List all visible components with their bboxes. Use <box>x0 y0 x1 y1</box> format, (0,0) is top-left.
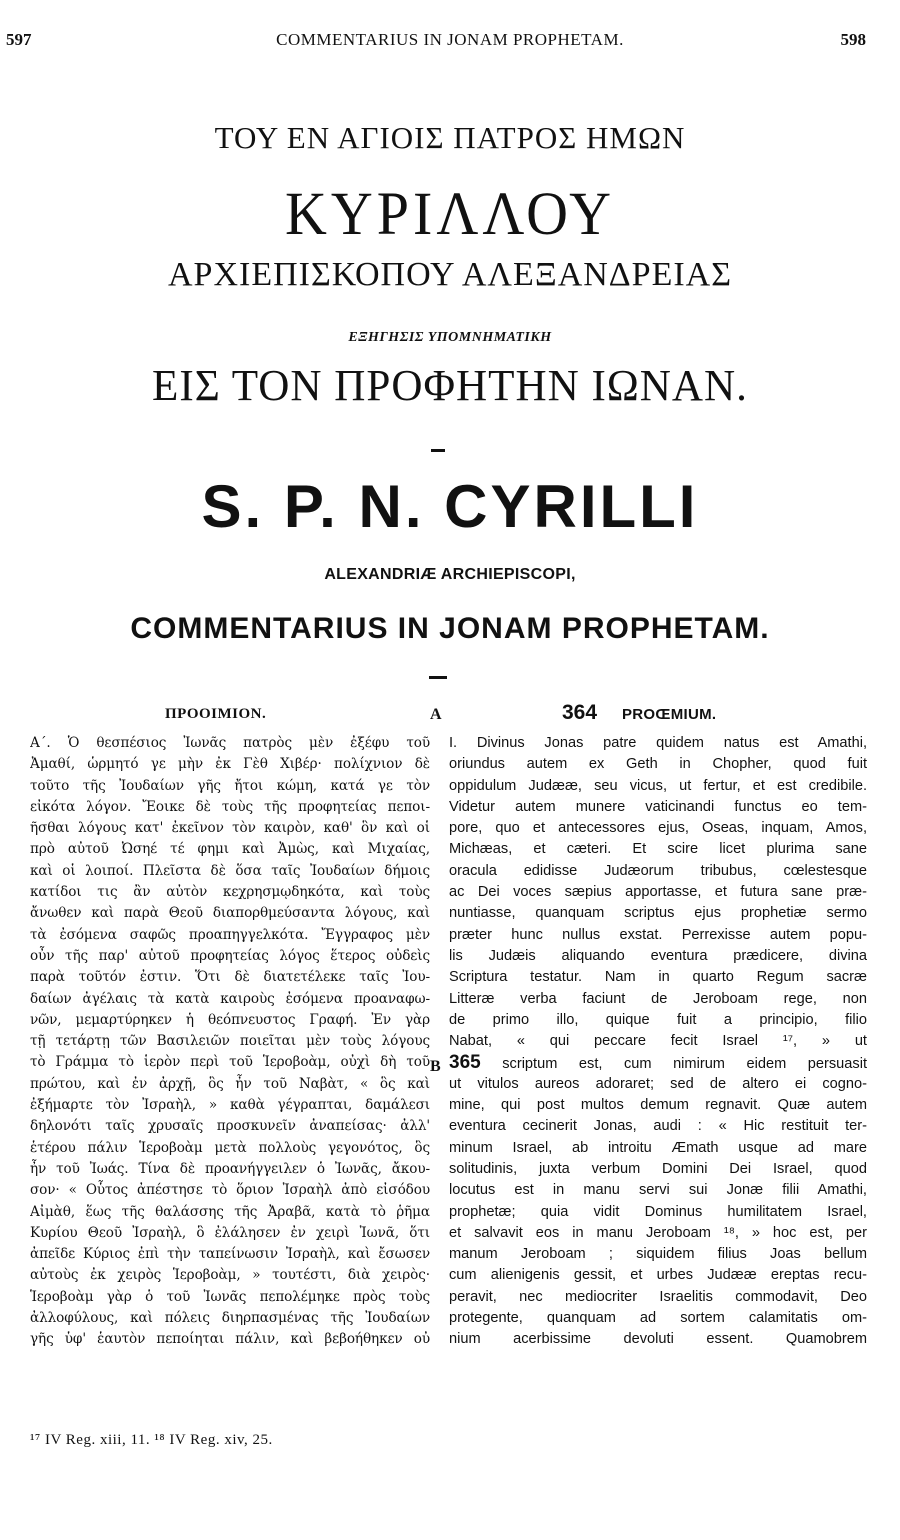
latin-text-column <box>449 733 867 1351</box>
footnotes: ¹⁷ IV Reg. xiii, 11. ¹⁸ IV Reg. xiv, 25. <box>30 1432 273 1448</box>
greek-text-line: Κυρίου Θεοῦ Ἰσραὴλ, ὃ ἐλάλησεν ἐν χειρὶ Ἰωνᾶ, ὅτι <box>30 1224 430 1241</box>
greek-text-line: ῆσθαι λόγους κατ' ἐκεῖνον τὸν καιρὸν, καθ' ὃν καὶ οἱ <box>30 820 430 837</box>
greek-text-line: Αἰμὰθ, ἕως τῆς θαλάσσης τῆς Ἀραβᾶ, κατὰ τὸ ῥῆμα <box>30 1203 430 1220</box>
margin-marker-b: B <box>430 1058 441 1075</box>
latin-author-name: S. P. N. CYRILLI <box>201 473 699 540</box>
latin-text-line: et salvavit eos in manu Jeroboam ¹⁸, » hoc est, per <box>449 1224 867 1241</box>
greek-text-line: οὖν τῆς παρ' αὐτοῦ προφητείας λόγος ἕτερος οὐδεὶς <box>30 947 430 964</box>
latin-text-line: Michæas, et cæteri. Et scire licet plurima sane <box>449 841 867 858</box>
greek-text-line: Ἱεροβοὰμ γὰρ ὁ τοῦ Ἰωνᾶς πεπολέμηκε πρὸς τοὺς <box>30 1288 430 1305</box>
latin-text-line: ut vitulos aureos adoraret; sed de altero ei cogno- <box>449 1075 867 1092</box>
greek-text-line: σον· « Οὗτος ἀπέστησε τὸ ὅριον Ἰσραὴλ ἀπὸ εἰσόδου <box>30 1182 430 1199</box>
greek-text-line: κατίδοι τις ἂν αὐτὸν κεχρησμῳδηκότα, καὶ τοὺς <box>30 884 430 901</box>
latin-text-line: nium acerbissime devoluti essent. Quamobrem <box>449 1331 867 1348</box>
greek-text-line: τὸ Γράμμα τὸ ἱερὸν περὶ τοῦ Ἱεροβοὰμ, οὐχὶ δὴ τοῦ <box>30 1054 430 1071</box>
greek-text-line: ἐξήμαρτε τὸν Ἰσραὴλ, » καθὰ γέγραπται, δαμάλεσι <box>30 1097 430 1114</box>
greek-text-line: ἀπεῖδε Κύριος ἐπὶ τὴν ταπείνωσιν Ἰσραὴλ, καὶ ἔσωσεν <box>30 1246 430 1263</box>
latin-text-line: Videtur autem munere vaticinandi functus eo tem- <box>449 798 867 815</box>
greek-subtitle: ΕΞΗΓΗΣΙΣ ΥΠΟΜΝΗΜΑΤΙΚΗ <box>348 330 552 345</box>
page-number-left: 597 <box>6 30 32 49</box>
latin-text-line: lis Judæis aliquando eventura prædicere, divina <box>449 947 867 964</box>
running-head <box>0 30 900 60</box>
latin-text-line: ac Dei voces sæpius apportasse, et futura sane præ- <box>449 884 867 901</box>
greek-author-name: ΚΥΡΙΛΛΟΥ <box>285 179 615 248</box>
greek-text-line: τὰ ἐσόμενα σαφῶς προαπηγγελκότα. Ἔγγραφος μὲν <box>30 926 430 943</box>
latin-text-line: mine, qui post multos demum regnavit. Quæ autem <box>449 1097 867 1114</box>
latin-work-title: COMMENTARIUS IN JONAM PROPHETAM. <box>130 612 770 645</box>
greek-text-column <box>30 733 430 1351</box>
greek-text-line: αὐτοὺς ἐκ χειρὸς Ἱεροβοὰμ, » τουτέστι, διὰ χειρὸς· <box>30 1267 430 1284</box>
latin-text-line: oriundus autem ex Geth in Chopher, quod fuit <box>449 756 867 773</box>
greek-text-line: ἑτέρου πάλιν Ἱεροβοὰμ μετὰ πολλοὺς γεγονότος, ὃς <box>30 1139 430 1156</box>
latin-text-line: cum alienigenis gessit, et urbes Judææ ereptas recu- <box>449 1267 867 1284</box>
greek-title-line-3: ΑΡΧΙΕΠΙΣΚΟΠΟΥ ΑΛΕΞΑΝΔΡΕΙΑΣ <box>167 256 733 293</box>
latin-text-line: eventura cecinerit Jonas, audi : « Hic restituit ter- <box>449 1118 867 1135</box>
latin-text-line: I. Divinus Jonas patre quidem natus est Amathi, <box>449 735 867 751</box>
greek-text-line: πρὸ αὐτοῦ Ὠσηέ τέ φημι καὶ Ἀμὼς, καὶ Μιχαίας, <box>30 841 430 858</box>
latin-text-line: nuntiasse, quanquam scriptus ejus prophetiæ sermo <box>449 905 867 922</box>
latin-text-line: oracula edidisse Judæorum tribubus, cœlestesque <box>449 862 867 879</box>
latin-text-line <box>449 1052 867 1073</box>
greek-text-line: ἀλλοφύλους, καὶ πόλεις διηρπασμένας τῆς Ἰουδαίων <box>30 1310 430 1327</box>
migne-inline-number: 365 <box>449 1052 481 1074</box>
page-number-right: 598 <box>840 30 866 49</box>
latin-line-text: scriptum est, cum nimirum eidem persuasit <box>480 1056 867 1073</box>
greek-text-line: παρὰ τοῦτόν ἐστιν. Ὅτι δὲ διατετέλεκε ταῖς Ἰου- <box>30 969 430 986</box>
latin-text-line: Nabat, « qui peccare fecit Israel ¹⁷, » ut <box>449 1033 867 1050</box>
greek-text-line: τοῦτο τῆς Ἰουδαίων γῆς ἤτοι κώμη, κατά γε τὸν <box>30 777 430 794</box>
title-divider-2 <box>429 676 447 679</box>
migne-column-number: 364 <box>562 701 598 724</box>
latin-text-line: peravit, nec mediocriter Israelitis commodavit, Deo <box>449 1288 867 1305</box>
greek-text-line: δαίων ἀγέλαις τὰ κατὰ καιροὺς ἐσόμενα προαναφω- <box>30 990 430 1007</box>
latin-author-title: ALEXANDRIÆ ARCHIEPISCOPI, <box>324 566 576 583</box>
latin-text-line: manum Jeroboam ; siquidem filius Joas bellum <box>449 1246 867 1263</box>
greek-title-line-1: ΤΟΥ ΕΝ ΑΓΙΟΙΣ ΠΑΤΡΟΣ ΗΜΩΝ <box>214 120 686 155</box>
latin-text-line: pore, quo et antecessores ejus, Oseas, inquam, Amos, <box>449 820 867 837</box>
title-divider <box>431 449 445 452</box>
latin-text-line: solitudinis, juxta verbum Domini Dei Israel, quod <box>449 1160 867 1177</box>
latin-text-line: locutus est in manu servi sui Jonæ filii Amathi, <box>449 1182 867 1199</box>
latin-text-line: protegente, quanquam ad sortem calamitatis om- <box>449 1310 867 1327</box>
greek-text-line: καὶ οἱ λοιποί. Πλεῖστα δὲ ὅσα ταῖς Ἰουδαίων δήμοις <box>30 862 430 879</box>
greek-text-line: πρώτου, καὶ ἐν ἀρχῇ, ὃς ἦν τοῦ Ναβὰτ, « ὃς καὶ <box>30 1075 430 1092</box>
greek-section-heading: ΠΡΟΟΙΜΙΟΝ. <box>165 706 267 722</box>
greek-text-line: νῶν, μεμαρτύρηκεν ἡ θεόπνευστος Γραφή. Ἐν γὰρ <box>30 1011 430 1028</box>
latin-text-line: oppidulum Judææ, seu vicus, ut fertur, et est credibile. <box>449 777 867 794</box>
greek-text-line: ἄνωθεν καὶ παρὰ Θεοῦ διαπορθμεύσαντα λόγους, καὶ <box>30 905 430 922</box>
greek-text-line: εἰκότα λόγον. Ἔοικε δὲ τοὺς τῆς προφητείας πεποι- <box>30 798 430 815</box>
greek-text-line: τῇ τετάρτῃ τῶν Βασιλειῶν ποιεῖται μὲν τοὺς λόγους <box>30 1033 430 1050</box>
greek-text-line: Α΄. Ὁ θεσπέσιος Ἰωνᾶς πατρὸς μὲν ἐξέφυ τοῦ <box>30 735 430 751</box>
greek-text-line: δηλονότι ταῖς χρυσαῖς προσκυνεῖν ἀναπείσας· ἀλλ' <box>30 1118 430 1135</box>
latin-section-heading: PROŒMIUM. <box>622 706 717 723</box>
running-title: COMMENTARIUS IN JONAM PROPHETAM. <box>276 30 624 49</box>
latin-text-line: de primo illo, quique fuit a principio, filio <box>449 1011 867 1028</box>
greek-text-line: Ἀμαθί, ὡρμητό γε μὴν ἐκ Γὲθ Χιβέρ· πολίχνιον δὲ <box>30 756 430 773</box>
margin-marker-a: A <box>430 706 442 723</box>
latin-text-line: minum Israel, ab introitu Æmath usque ad mare <box>449 1139 867 1156</box>
latin-text-line: Scriptura testatur. Nam in quarto Regum sacræ <box>449 969 867 986</box>
greek-text-line: γῆς ὑφ' ἑαυτὸν πεποίηται πάλιν, καὶ βεβοήθηκεν οὐ <box>30 1331 430 1348</box>
greek-work-title: ΕΙΣ ΤΟΝ ΠΡΟΦΗΤΗΝ ΙΩΝΑΝ. <box>152 361 748 410</box>
greek-text-line: ἦν τοῦ Ἰωάς. Τίνα δὲ προανήγγειλεν ὁ Ἰωνᾶς, ἄκου- <box>30 1160 430 1177</box>
latin-text-line: Litteræ verba faciunt de Jeroboam rege, non <box>449 990 867 1007</box>
latin-text-line: præter hunc nullus exstat. Perrexisse autem popu- <box>449 926 867 943</box>
latin-text-line: prophetæ; quia vidit Dominus humilitatem Israel, <box>449 1203 867 1220</box>
